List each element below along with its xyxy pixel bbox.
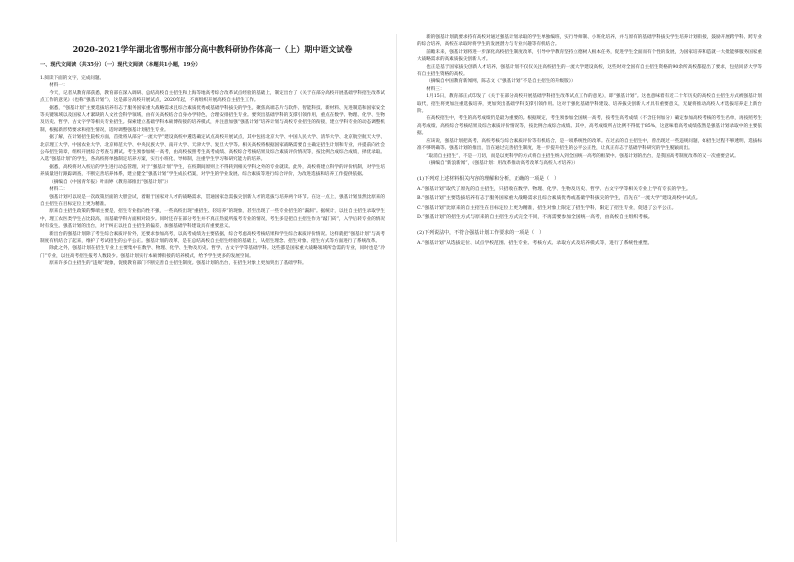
material-two-paragraph-3: 新出台的强基计划除了考生综合素质评价外，还要求参加高考，以高考成绩为主要依据，综合考虑高校考核结果和学生综合素质评价情况。这样就把“强基计划”与高考制度有机结合了起来，维护了考试招生的公平公正。强基计划的改革，是在总结高校自主招生经验的基础上，从招生理念、招生对象、招生方式等方面进行了系统改革。: [40, 231, 385, 244]
material-two-paragraph-8: 也正是基于国家拔尖创新人才培养，强基计划不仅仅关注高校招生的一流大学建设高校，这些时对全国有自主招生资格的90余所高校都提出了要求，包括同济大学等有自主招生资格的高校。: [417, 64, 762, 78]
material-two-paragraph-7: 前瞻未来，强基计划将进一步深化高校招生制度改革，引导中学教育坚持立德树人根本任务，促进学生全面而有个性的发展，为国家培养和造就一大批能够服务国家重大战略需求的高素质拔尖创新人才。: [417, 49, 762, 63]
question-2-option-a[interactable]: A.“强基计划”从选拔定位、试点学校范围、招生专业、考核方式、录取方式及培养模式等，进行了系统性重塑。: [417, 240, 653, 246]
question-1-option-b[interactable]: B.“强基计划”主要选拔培养有志于服务国家重大战略需求且综合素质优秀或基础学科拔尖的学生，首先在“一流大学”建设高校中试点。: [417, 196, 701, 202]
column-divider: [396, 34, 397, 542]
material-two-paragraph-4: 除此之外，强基计划在招生专业上主要集中在数学、物理、化学、生物及历史、哲学、古文字学等基础学科。这些都是国家重大战略领域所急需的专业，同时也是“冷门”专业，以往高考招生报考人数较少。强基计划实行本硕博衔接的培养模式，给予学生更多的发展空间。: [40, 246, 385, 259]
material-one-label: 材料一：: [49, 83, 68, 89]
question-1-option-a[interactable]: A.“强基计划”取代了原先的自主招生，只招收在数学、物理、化学、生物及历史、哲学、古文字学等相关专业上学有专长的学生。: [417, 186, 691, 192]
material-two-source: （摘编自中国教育新闻网，陈志文《“强基计划”不是自主招生的升级版》）: [426, 79, 576, 85]
material-two-paragraph-2: 原来自主招生政策的弊端主要是，招生专业指向性不强，一些高校出现“重招生、轻培养”的现象，甚至出现了一些专业招生的“漏洞”。据统计，以往自主招生录取学生中，理工农医类学生占比较高，而基础学科方面相对较少。同时还存在部分考生并不真正热爱所报考专业的情况，考生多是把自主招生作为“敲门砖”，入学后转专业的情况时有发生。强基计划的出台，对于纠正以往自主招生的偏差，加强基础学科建设具有重要意义。: [40, 209, 385, 230]
material-one-paragraph-1: 今天，记者从教育部获悉，教育部在深入调研、总结高校自主招生和上海等地高考综合改革试点经验的基础上，制定出台了《关于在部分高校开展基础学科招生改革试点工作的意见》（也称“强基计划”），这是部分高校开展试点，2020年起，不再组织开展高校自主招生工作。: [40, 90, 385, 104]
question-intro: 1.阅读下面的文字，完成问题。: [40, 76, 105, 81]
question-1-option-c[interactable]: C.“强基计划”比原来的自主招生在目标定位上更为精准，招生对象上限定了招生学科，限定了招生专业，促进了公平公正。: [417, 205, 677, 211]
question-2-stem: (2)下列说法中，不符合强基计划工作要求的一项是（ ）: [417, 230, 545, 237]
material-three-paragraph-2: 在高校招生中，考生的高考成绩仍是最为重要的。根据规定，考生须参加全国统一高考，按考生高考成绩（不含任何加分）确定参加高校考核的考生名单，再按照考生高考成绩、高校综合考核结果及综合素质评价情况等，按比例合成综合成绩。其中，高考成绩所占比例不得低于85%，这意味着高考成绩依然是强基计划录取中的主要依据。: [417, 116, 762, 137]
question-1-option-d[interactable]: D.“强基计划”的招生方式与原来的自主招生方式完全不同，不再需要参加全国统一高考，由高校自主组织考核。: [417, 214, 653, 220]
material-three-paragraph-4: “取消自主招生”，不是一刀切，而是以更科学的方式将自主招生纳入到全国统一高考的框架中。强基计划的出台，是我国高考制度改革的又一次重要尝试。: [426, 153, 739, 159]
question-1-stem: (1)下列对上述材料相关内容的理解和分析，正确的一项是（ ）: [417, 176, 560, 183]
right-column: [417, 34, 762, 247]
left-column: [40, 34, 385, 268]
material-one-source: （摘编自《中国青年报》叶雨婷《教育部推出“强基计划”》）: [49, 179, 172, 185]
material-two-paragraph-5: 原来许多自主招生的“违规”现象，促使教育部门不断完善自主招生制度。强基计划的出台，在招生对象上更加突出了基础学科。: [49, 261, 307, 267]
section-heading: 一、现代文阅读（共35分）（一）现代文阅读（本题共1小题，19分）: [40, 62, 201, 68]
material-one-paragraph-3: 据了解，在计划招生院校方面，首批将从部分“一流大学”建设高校中遴选确定试点高校开展试点，其中包括北京大学、中国人民大学、清华大学、北京航空航天大学、北京理工大学、中国农业大学、北京师范大学、中央民族大学、南开大学、天津大学、复旦大学等。相关高校将根据国家战略需要自主确定招生计划和专业，并提前向社会公布招生简章，组织开展综合考查与测试。考生须参加统一高考，由高校按照考生高考成绩、高校综合考核结果及综合素质评价情况等，按比例合成综合成绩，择优录取。入选“强基计划”的学生，各高校将单独制定培养方案，实行小班化、导师制，注重学生学习和研究能力的培养。: [40, 135, 385, 163]
material-one-paragraph-2: 据悉，“强基计划”主要选拔培养有志于服务国家重大战略需求且综合素质优秀或基础学科拔尖的学生。聚焦高端芯片与软件、智能科技、新材料、先进制造和国家安全等关键领域以及国家人才紧缺的人文社会科学领域，由有关高校结合自身办学特色，合理安排招生专业。要突出基础学科的支撑引领作用，重点在数学、物理、化学、生物及历史、哲学、古文字学等相关专业招生。探索建立基础学科本硕博衔接的培养模式，并注意加强“强基计划”培养计划与高校专业招生的衔接，建立学科专业的动态调整机制，根据新形势要求和招生情况，适时调整强基计划招生专业。: [40, 105, 385, 133]
material-two-paragraph-1: 强基计划可以说是一次政策层面的大胆尝试，着眼于国家对人才的战略需求，贯通国家急需拔尖创新人才的选拔与培养两个环节。在这一点上，强基计划显然比原来的自主招生在目标定位上更为精准。: [40, 194, 385, 207]
material-two-paragraph-6: 新的强基计划就要求持有高校对通过强基计划录取的学生单独编班，实行导师制、小班化培养，并与原有的基础学科拔尖学生培养计划衔接，鼓励开展跨学科、跨专业的综合培养，高校在录取时将学生的发展潜力与专业兴趣等有机结合。: [417, 35, 762, 48]
material-one-paragraph-4: 据悉，高校将对入校后的学生进行动态管理，对于“强基计划”学生，在校期间原则上不得转到相关学科之外的专业就读。此外，高校将建立科学的评价机制，对学生培养质量进行跟踪调查，不断完善培养体系，建立健全“强基计划”学生成长档案，对学生的学业发展、综合素质等进行综合评价，为改进选拔和培养工作提供依据。: [40, 164, 385, 178]
material-three-source: （摘编自“新浪新闻”，《强基计划：用改革推动高考改革与高校人才培养》）: [426, 160, 578, 166]
material-three-label: 材料三：: [426, 86, 445, 92]
exam-title: 2020-2021学年湖北省鄂州市部分高中教科研协作体高一（上）期中语文试卷: [72, 44, 353, 54]
material-three-paragraph-1: 1月15日，教育部正式印发了《关于在部分高校开展基础学科招生改革试点工作的意见》，即“强基计划”。这也意味着有近二十年历史的高校自主招生方式被强基计划取代，招生将更加注重选拔培养，更加突出基础学科支撑引领作用。这对于强化基础学科建设、培养拔尖创新人才具有重要意义，无疑将推动高校人才选拔培养走上新台阶。: [417, 94, 762, 115]
material-three-paragraph-3: 应该说，强基计划把高考、高校考核与综合素质评价等有机结合，是一项系统性的改革。在过去的自主招生中，曾出现过一些违规问题，如招生过程不够透明，选拔标准不够明确等。强基计划的推出，旨在通过完善招生制度，进一步提升招生的公平公正性，让真正有志于基础学科研究的学生脱颖而出。: [417, 138, 762, 152]
material-two-label: 材料二：: [49, 187, 68, 193]
